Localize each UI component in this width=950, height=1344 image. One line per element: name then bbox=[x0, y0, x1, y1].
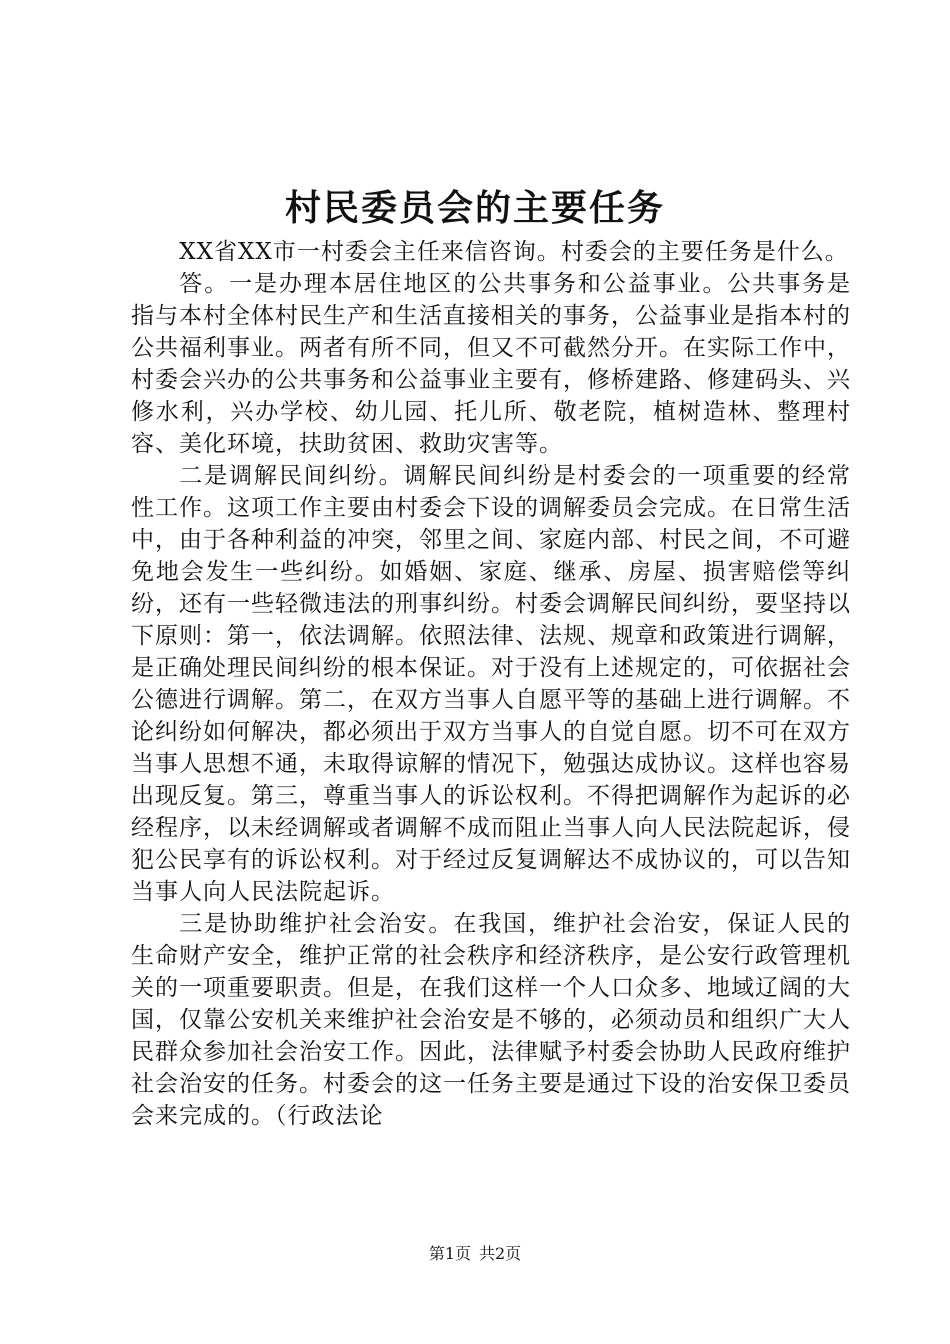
paragraph-question: XX省XX市一村委会主任来信咨询。村委会的主要任务是什么。 bbox=[179, 239, 849, 265]
page-total: 共2页 bbox=[479, 1244, 522, 1263]
page-number: 第1页 bbox=[428, 1244, 471, 1263]
page-footer bbox=[0, 1243, 950, 1265]
paragraph-answer-public-affairs: 答。一是办理本居住地区的公共事务和公益事业。公共事务是指与本村全体村民生产和生活直接相关的事务，公益事业是指本村的公共福利事业。两者有所不同，但又不可截然分开。在实际工作中，村委会兴办的公共事务和公益事业主要有，修桥建路、修建码头、兴修水利，兴办学校、幼儿园、托儿所、敬老院，植树造林、整理村容、美化环境，扶助贫困、救助灾害等。 bbox=[131, 271, 851, 457]
paragraph-mediation: 二是调解民间纠纷。调解民间纠纷是村委会的一项重要的经常性工作。这项工作主要由村委会下设的调解委员会完成。在日常生活中，由于各种利益的冲突，邻里之间、家庭内部、村民之间，不可避免地会发生一些纠纷。如婚姻、家庭、继承、房屋、损害赔偿等纠纷，还有一些轻微违法的刑事纠纷。村委会调解民间纠纷，要坚持以下原则：第一，依法调解。依照法律、法规、规章和政策进行调解，是正确处理民间纠纷的根本保证。对于没有上述规定的，可依据社会公德进行调解。第二，在双方当事人自愿平等的基础上进行调解。不论纠纷如何解决，都必须出于双方当事人的自觉自愿。切不可在双方当事人思想不通，未取得谅解的情况下，勉强达成协议。这样也容易出现反复。第三，尊重当事人的诉讼权利。不得把调解作为起诉的必经程序，以未经调解或者调解不成而阻止当事人向人民法院起诉，侵犯公民享有的诉讼权利。对于经过反复调解达不成协议的，可以告知当事人向人民法院起诉。 bbox=[131, 463, 851, 905]
document-title: 村民委员会的主要任务 bbox=[284, 187, 665, 229]
document-body bbox=[131, 236, 851, 1132]
paragraph-public-security: 三是协助维护社会治安。在我国，维护社会治安，保证人民的生命财产安全，维护正常的社会秩序和经济秩序，是公安行政管理机关的一项重要职责。但是，在我们这样一个人口众多、地域辽阔的大国，仅靠公安机关来维护社会治安是不够的，必须动员和组织广大人民群众参加社会治安工作。因此，法律赋予村委会协助人民政府维护社会治安的任务。村委会的这一任务主要是通过下设的治安保卫委员会来完成的。（行政法论 bbox=[131, 911, 851, 1129]
